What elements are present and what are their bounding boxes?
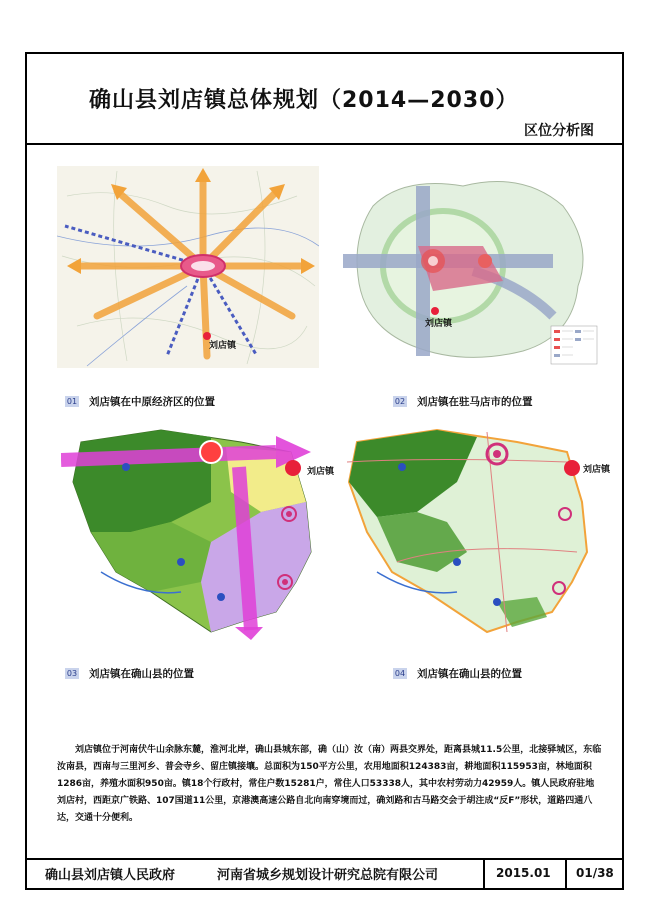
page-title: 确山县刘店镇总体规划（2014—2030） (89, 88, 519, 113)
map-zhumadian-figure (323, 166, 605, 368)
caption-04-number: 04 (394, 669, 406, 678)
map-zhumadian-marker: 刘店镇 (425, 319, 453, 329)
footer-divider (27, 858, 622, 860)
map-queshan-zones-marker: 刘店镇 (307, 467, 335, 477)
map-queshan-terrain-marker: 刘店镇 (583, 465, 611, 475)
map-queshan-zones (61, 422, 335, 644)
caption-03-text: 刘店镇在确山县的位置 (89, 668, 194, 680)
footer (27, 858, 622, 888)
caption-04-text: 刘店镇在确山县的位置 (417, 668, 522, 680)
drawing-sheet (25, 52, 624, 890)
caption-01 (65, 394, 215, 409)
footer-separator-2 (565, 858, 567, 888)
map-queshan-zones-figure (61, 422, 319, 644)
map-zhumadian (323, 166, 605, 368)
footer-client: 确山县刘店镇人民政府 (45, 867, 176, 883)
caption-03-number: 03 (66, 669, 78, 678)
footer-date: 2015.01 (496, 866, 551, 880)
map-central-plains-figure (57, 166, 319, 368)
caption-01-number: 01 (66, 397, 78, 406)
caption-01-text: 刘店镇在中原经济区的位置 (89, 396, 215, 408)
caption-04 (393, 666, 522, 681)
caption-02 (393, 394, 533, 409)
map-central-plains-marker: 刘店镇 (209, 341, 237, 351)
map-central-plains (57, 166, 319, 368)
footer-designer: 河南省城乡规划设计研究总院有限公司 (217, 867, 439, 883)
map-queshan-terrain-figure (337, 422, 599, 644)
page-subtitle: 区位分析图 (524, 123, 594, 139)
header-divider (27, 143, 622, 145)
caption-02-text: 刘店镇在驻马店市的位置 (417, 396, 533, 408)
footer-separator-1 (483, 858, 485, 888)
footer-page-number: 01/38 (576, 866, 614, 880)
caption-02-number: 02 (394, 397, 406, 406)
caption-03 (65, 666, 194, 681)
map-queshan-terrain (337, 422, 611, 644)
description-paragraph: 刘店镇位于河南伏牛山余脉东麓，淮河北岸，确山县城东部，确（山）汝（南）两县交界处，距离县城11.5公里，北接驿城区，东临汝南县，西南与三里河乡、普会寺乡、留庄镇接壤。总面积为150平方公里，农用地面积124383亩，耕地面积115953亩，林地面积1286亩，养殖水面积950亩。镇18个行政村，常住户数15281户，常住人口53338人，其中农村劳动力42959人。镇人民政府驻地刘店村，西距京广铁路、107国道11公里，京港澳高速公路自北向南穿境而过，确刘路和古马路交会于胡注成“反F”形状，道路四通八达，交通十分便利。 (57, 745, 602, 823)
